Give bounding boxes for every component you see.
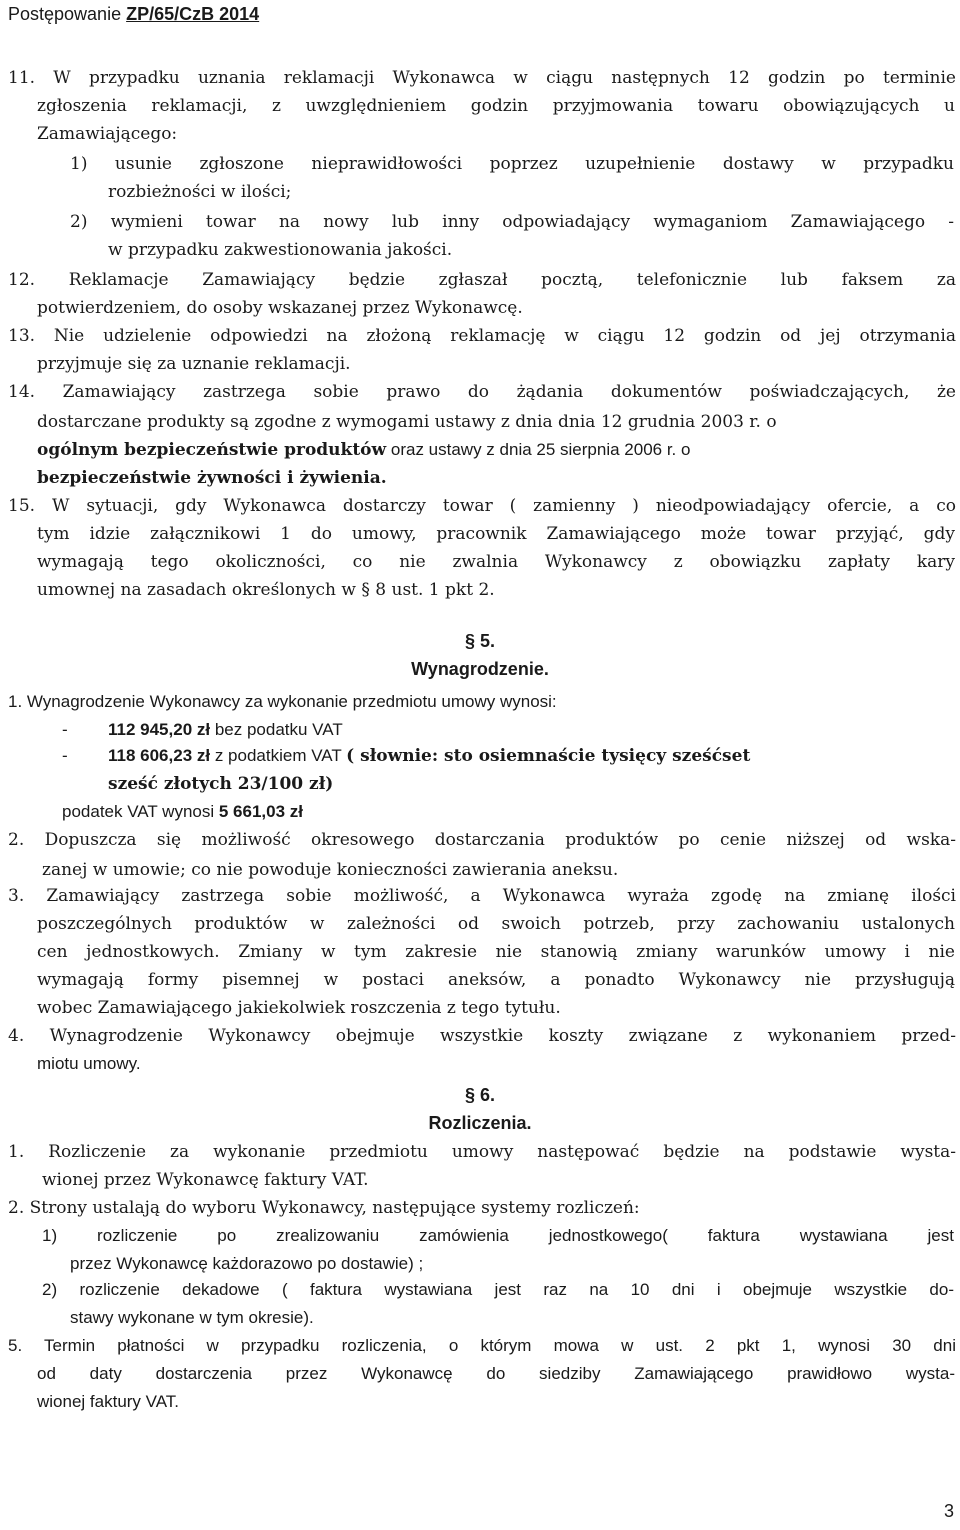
p11-item1-line1: 1) usunie zgłoszone nieprawidłowości poprzez uzupełnienie dostawy w przypadku [70, 154, 954, 174]
p14-line3-rest: oraz ustawy z dnia 25 sierpnia 2006 r. o [386, 440, 691, 459]
p11-line1: 11. W przypadku uznania reklamacji Wykonawca w ciągu następnych 12 godzin po terminie [8, 68, 956, 88]
p14-line3 [37, 436, 690, 464]
vat-label: podatek VAT wynosi [62, 802, 219, 821]
sec5-item4-line1: 4. Wynagrodzenie Wykonawcy obejmuje wszystkie koszty związane z wykonaniem przed- [8, 1026, 956, 1046]
p11-item2-line2: w przypadku zakwestionowania jakości. [108, 240, 453, 260]
p14-line2: dostarczane produkty są zgodne z wymogami ustawy z dnia dnia 12 grudnia 2003 r. o [37, 412, 777, 432]
p15-line3: wymagają tego okoliczności, co nie zwalnia Wykonawcy z obowiązku zapłaty kary [37, 552, 955, 572]
vat-amount: 5 661,03 zł [218, 802, 303, 821]
sec5-item3-line4: wymagają formy pisemnej w postaci aneksów, a ponadto Wykonawcy nie przysługują [37, 970, 955, 990]
p12-line1: 12. Reklamacje Zamawiający będzie zgłaszał pocztą, telefonicznie lub faksem za [8, 270, 956, 290]
billing-option1-line1: 1) rozliczenie po zrealizowaniu zamówienia jednostkowego( faktura wystawiana jest [42, 1226, 954, 1245]
gross-amount-words-cont: sześć złotych 23/100 zł) [108, 774, 334, 794]
sec6-item1-line2: wionej przez Wykonawcę faktury VAT. [42, 1170, 369, 1190]
gross-amount-words: ( słownie: sto osiemnaście tysięcy sześćset [346, 746, 751, 766]
section-6-title: Rozliczenia. [428, 1113, 532, 1133]
p13-line2: przyjmuje się za uznanie reklamacji. [37, 354, 351, 374]
p11-line3: Zamawiającego: [37, 124, 178, 144]
p11-item2-line1: 2) wymieni towar na nowy lub inny odpowiadający wymaganiom Zamawiającego - [70, 212, 954, 232]
sec6-item1-line1: 1. Rozliczenie za wykonanie przedmiotu umowy następować będzie na podstawie wysta- [8, 1142, 956, 1162]
p11-line2: zgłoszenia reklamacji, z uwzględnieniem godzin przyjmowania towaru obowiązujących u [37, 96, 955, 116]
sec5-item3-line1: 3. Zamawiający zastrzega sobie możliwość, a Wykonawca wyraża zgodę na zmianę ilości [8, 886, 956, 906]
sec6-item2: 2. Strony ustalają do wyboru Wykonawcy, następujące systemy rozliczeń: [8, 1198, 640, 1218]
net-amount-note: bez podatku VAT [210, 720, 343, 739]
section-5-title: Wynagrodzenie. [411, 659, 549, 679]
p15-line2: tym idzie załącznikowi 1 do umowy, pracownik Zamawiającego może towar przyjąć, gdy [37, 524, 955, 544]
p11-item1-line2: rozbieżności w ilości; [108, 182, 292, 202]
sec5-item3-line3: cen jednostkowych. Zmiany w tym zakresie nie stanowią zmiany warunków umowy i nie [37, 942, 955, 962]
billing-option1-line2: przez Wykonawcę każdorazowo po dostawie) ; [70, 1254, 424, 1273]
p12-line2: potwierdzeniem, do osoby wskazanej przez Wykonawcę. [37, 298, 523, 318]
vat-amount-row [62, 798, 303, 826]
sec5-item3-line5: wobec Zamawiającego jakiekolwiek roszczenia z tego tytułu. [37, 998, 561, 1018]
gross-amount-note: z podatkiem VAT [210, 746, 347, 765]
procedure-reference: ZP/65/CzB 2014 [126, 4, 260, 24]
sec5-item4-line2: miotu umowy. [37, 1054, 141, 1073]
sec5-item3-line2: poszczególnych produktów w zależności od swoich potrzeb, przy zachowaniu ustalonych [37, 914, 955, 934]
law-title-food-safety: bezpieczeństwie żywności i żywienia. [37, 468, 387, 488]
section-5-number: § 5. [464, 631, 496, 651]
gross-amount: 118 606,23 zł [108, 746, 211, 765]
sec6-item5-line3: wionej faktury VAT. [37, 1392, 180, 1411]
gross-amount-dash: - [62, 746, 68, 765]
gross-amount-row [108, 742, 750, 770]
page-header [8, 2, 259, 26]
billing-option2-line1: 2) rozliczenie dekadowe ( faktura wystawiana jest raz na 10 dni i obejmuje wszystkie do- [42, 1280, 954, 1299]
p15-line4: umownej na zasadach określonych w § 8 ust. 1 pkt 2. [37, 580, 495, 600]
p14-line1: 14. Zamawiający zastrzega sobie prawo do żądania dokumentów poświadczających, że [8, 382, 956, 402]
net-amount-dash: - [62, 720, 68, 739]
sec5-item2-line2: zanej w umowie; co nie powoduje konieczności zawierania aneksu. [42, 860, 619, 880]
net-amount: 112 945,20 zł [108, 720, 211, 739]
law-title-product-safety: ogólnym bezpieczeństwie produktów [37, 440, 387, 460]
page-number: 3 [943, 1501, 954, 1521]
sec5-item1: 1. Wynagrodzenie Wykonawcy za wykonanie przedmiotu umowy wynosi: [8, 692, 557, 711]
sec6-item5-line1: 5. Termin płatności w przypadku rozliczenia, o którym mowa w ust. 2 pkt 1, wynosi 30 dni [8, 1336, 956, 1355]
net-amount-row [108, 716, 343, 744]
billing-option2-line2: stawy wykonane w tym okresie). [70, 1308, 314, 1327]
p15-line1: 15. W sytuacji, gdy Wykonawca dostarczy towar ( zamienny ) nieodpowiadający ofercie, a co [8, 496, 956, 516]
section-6-number: § 6. [464, 1085, 496, 1105]
p13-line1: 13. Nie udzielenie odpowiedzi na złożoną reklamację w ciągu 12 godzin od jej otrzymania [8, 326, 956, 346]
sec6-item5-line2: od daty dostarczenia przez Wykonawcę do siedziby Zamawiającego prawidłowo wysta- [37, 1364, 955, 1383]
header-prefix: Postępowanie [8, 4, 122, 24]
sec5-item2-line1: 2. Dopuszcza się możliwość okresowego dostarczania produktów po cenie niższej od wska- [8, 830, 956, 850]
